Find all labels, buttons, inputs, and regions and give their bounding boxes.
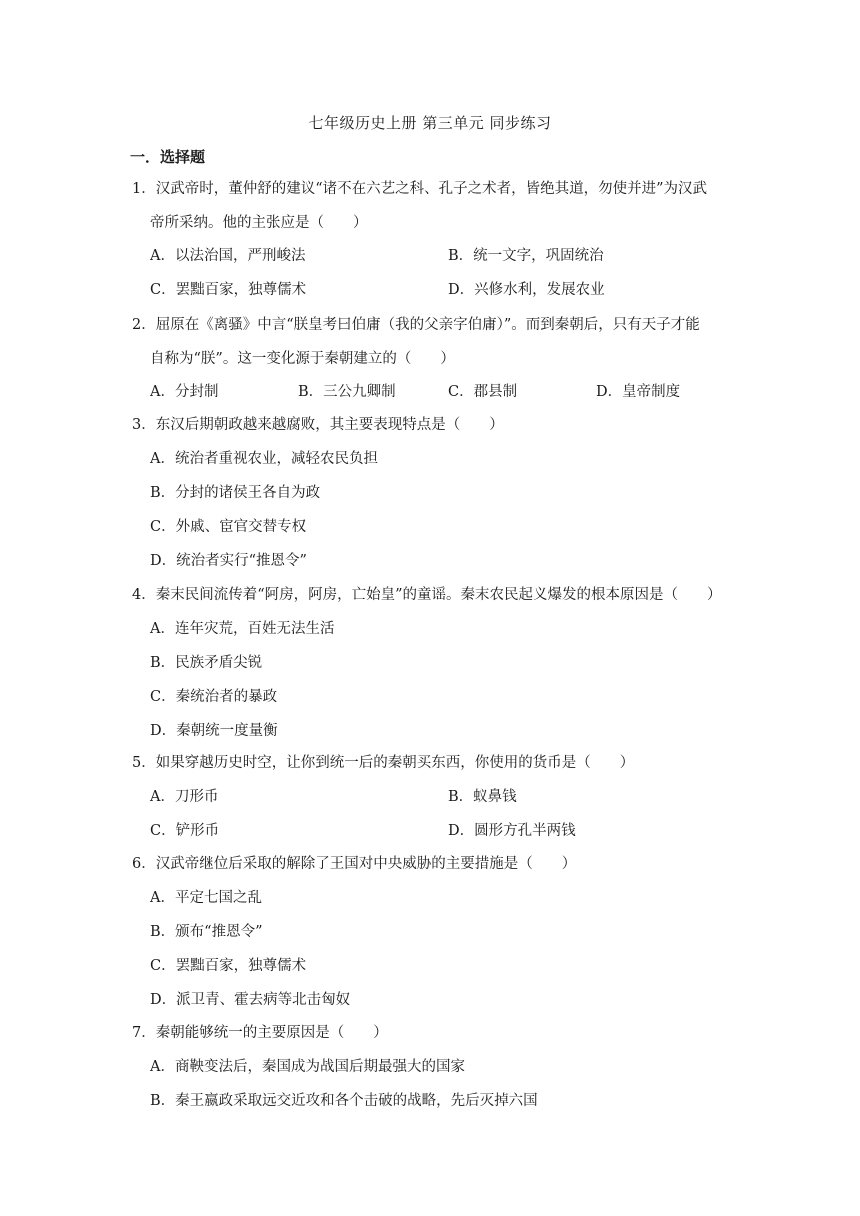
question-7-stem: 7．秦朝能够统一的主要原因是（ ） xyxy=(132,1025,388,1041)
question-7-option-a: A．商鞅变法后，秦国成为战国后期最强大的国家 xyxy=(150,1059,465,1075)
question-5-option-a: A．刀形币 xyxy=(150,789,219,805)
question-7-option-b: B．秦王嬴政采取远交近攻和各个击破的战略，先后灭掉六国 xyxy=(150,1093,538,1109)
question-2-option-c: C．郡县制 xyxy=(448,384,518,400)
question-1-option-d: D．兴修水利，发展农业 xyxy=(448,282,605,298)
question-4-stem: 4．秦末民间流传着“阿房，阿房，亡始皇”的童谣。秦末农民起义爆发的根本原因是（ ） xyxy=(132,587,722,603)
document-title: 七年级历史上册 第三单元 同步练习 xyxy=(308,114,552,132)
question-5-stem: 5．如果穿越历史时空，让你到统一后的秦朝买东西，你使用的货币是（ ） xyxy=(132,755,635,771)
question-5-option-d: D．圆形方孔半两钱 xyxy=(448,823,576,839)
question-2-option-b: B．三公九卿制 xyxy=(298,384,396,400)
question-4-option-b: B．民族矛盾尖锐 xyxy=(150,655,263,671)
question-1-option-b: B．统一文字，巩固统治 xyxy=(448,248,604,264)
question-6-stem: 6．汉武帝继位后采取的解除了王国对中央威胁的主要措施是（ ） xyxy=(132,856,577,872)
question-4-option-a: A．连年灾荒，百姓无法生活 xyxy=(150,621,335,637)
question-3-option-a: A．统治者重视农业，减轻农民负担 xyxy=(150,451,378,467)
question-2-option-d: D．皇帝制度 xyxy=(596,384,681,400)
question-4-option-c: C．秦统治者的暴政 xyxy=(150,689,278,705)
question-2-stem-line-2: 自称为“朕”。这一变化源于秦朝建立的（ ） xyxy=(150,351,455,367)
question-3-option-c: C．外戚、宦官交替专权 xyxy=(150,519,307,535)
question-6-option-c: C．罢黜百家，独尊儒术 xyxy=(150,958,307,974)
question-5 xyxy=(132,746,742,780)
question-1-stem-line-2: 帝所采纳。他的主张应是（ ） xyxy=(150,215,368,231)
question-6 xyxy=(132,847,742,881)
question-6-option-b: B．颁布“推恩令” xyxy=(150,924,263,940)
question-4-option-d: D．秦朝统一度量衡 xyxy=(150,723,278,739)
question-1-option-c: C．罢黜百家，独尊儒术 xyxy=(150,282,307,298)
question-5-option-b: B．蚁鼻钱 xyxy=(448,789,517,805)
question-2-stem-line-1: 2．屈原在《离骚》中言“朕皇考曰伯庸（我的父亲字伯庸）”。而到秦朝后，只有天子才能 xyxy=(132,317,700,333)
question-6-option-a: A．平定七国之乱 xyxy=(150,890,262,906)
question-3-option-d: D．统治者实行“推恩令” xyxy=(150,553,307,569)
question-7 xyxy=(132,1016,742,1050)
question-3-option-b: B．分封的诸侯王各自为政 xyxy=(150,485,321,501)
question-2 xyxy=(132,308,742,376)
question-2-option-a: A．分封制 xyxy=(150,384,219,400)
question-3 xyxy=(132,408,742,442)
question-5-option-c: C．铲形币 xyxy=(150,823,220,839)
question-1-option-a: A．以法治国，严刑峻法 xyxy=(150,248,306,264)
question-1-stem-line-1: 1．汉武帝时，董仲舒的建议“诸不在六艺之科、孔子之术者，皆绝其道，勿使并进”为汉武 xyxy=(132,181,708,197)
question-3-stem: 3．东汉后期朝政越来越腐败，其主要表现特点是（ ） xyxy=(132,417,504,433)
question-6-option-d: D．派卫青、霍去病等北击匈奴 xyxy=(150,992,351,1008)
question-1 xyxy=(132,172,742,240)
section-heading: 一．选择题 xyxy=(130,148,206,166)
question-4 xyxy=(132,578,742,612)
